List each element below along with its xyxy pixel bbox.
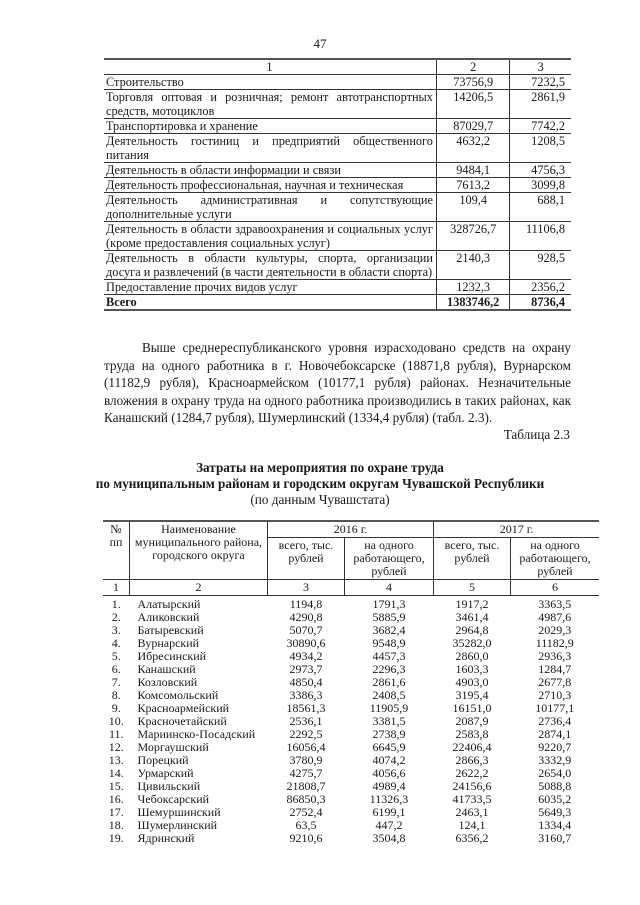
activity-value-col2: 87029,7: [436, 119, 509, 134]
per-worker-2016: 5885,9: [372, 610, 406, 624]
per-worker-2017: 5649,3: [538, 805, 572, 819]
table-row: [104, 178, 571, 193]
row-number: 13.: [108, 753, 124, 767]
table-row: [104, 90, 571, 119]
activity-value-col3: 3099,8: [510, 178, 571, 193]
per-worker-2017: 1334,4: [538, 818, 572, 832]
district-name: Урмарский: [137, 766, 194, 780]
total-2017: 3461,4: [455, 610, 489, 624]
header-number: № пп: [103, 521, 130, 580]
district-name: Батыревский: [137, 623, 204, 637]
activity-label: Деятельность в области здравоохранения и социальных услуг (кроме предоставления социальных услуг): [104, 222, 436, 251]
total-2017: 2622,2: [455, 766, 489, 780]
table-row: [104, 119, 571, 134]
column-number: 5: [434, 580, 511, 596]
per-worker-2017: 2677,8: [538, 675, 572, 689]
total-2016: 16056,4: [286, 740, 326, 754]
district-name: Шемуршинский: [137, 805, 221, 819]
total-value-col2: 1383746,2: [436, 295, 509, 311]
per-worker-2016: 4056,6: [372, 766, 406, 780]
table-row: [104, 280, 571, 295]
header-2017-total: всего, тыс. рублей: [434, 538, 511, 580]
total-2017: 2087,9: [455, 714, 489, 728]
activity-value-col2: 73756,9: [436, 75, 509, 90]
column-number: 2: [130, 580, 268, 596]
total-value-col3: 8736,4: [510, 295, 571, 311]
column-number-3: 3: [510, 59, 571, 75]
per-worker-2016: 4074,2: [372, 753, 406, 767]
column-number-2: 2: [436, 59, 509, 75]
total-2016: 2752,4: [289, 805, 323, 819]
total-2016: 9210,6: [289, 831, 323, 845]
per-worker-2017: 11182,9: [535, 636, 574, 650]
per-worker-2017: 2936,3: [538, 649, 572, 663]
table-row: [104, 251, 571, 280]
district-name: Чебоксарский: [137, 792, 210, 806]
total-row: [104, 295, 571, 311]
activity-value-col3: 7742,2: [510, 119, 571, 134]
per-worker-2017: 3363,5: [538, 597, 572, 611]
row-number: 11.: [108, 727, 124, 741]
total-2017: 1917,2: [455, 597, 489, 611]
activity-value-col3: 7232,5: [510, 75, 571, 90]
column-number: 6: [511, 580, 600, 596]
row-number: 7.: [111, 675, 121, 689]
per-worker-2016: 6645,9: [372, 740, 406, 754]
activity-value-col3: 1208,5: [510, 134, 571, 163]
per-worker-2017: 9220,7: [538, 740, 572, 754]
district-name: Ибресинский: [137, 649, 207, 663]
activity-value-col2: 4632,2: [436, 134, 509, 163]
row-number: 6.: [111, 662, 121, 676]
activity-label: Деятельность административная и сопутствующие дополнительные услуги: [104, 193, 436, 222]
total-2016: 86850,3: [286, 792, 326, 806]
per-worker-2016: 2296,3: [372, 662, 406, 676]
per-worker-2016: 2738,9: [372, 727, 406, 741]
total-2016: 2973,7: [289, 662, 323, 676]
table-title: [0, 460, 640, 508]
total-2017: 16151,0: [452, 701, 492, 715]
column-number: 4: [345, 580, 434, 596]
district-name: Мариинско-Посадский: [137, 727, 256, 741]
total-2016: 1194,8: [289, 597, 323, 611]
activity-label: Деятельность в области культуры, спорта, организации досуга и развлечений (в части деятельности в области спорта): [104, 251, 436, 280]
row-number: 14.: [108, 766, 124, 780]
row-number: 12.: [108, 740, 124, 754]
total-2016: 3780,9: [289, 753, 323, 767]
table-row: [104, 193, 571, 222]
row-number: 19.: [108, 831, 124, 845]
district-name: Комсомольский: [137, 688, 219, 702]
row-number: 5.: [111, 649, 121, 663]
total-2017: 1603,3: [455, 662, 489, 676]
district-name: Канашский: [137, 662, 196, 676]
per-worker-2017: 2874,1: [538, 727, 572, 741]
header-2017-per-worker: на одного работающего, рублей: [511, 538, 600, 580]
per-worker-2016: 6199,1: [372, 805, 406, 819]
header-year-2016: 2016 г.: [268, 521, 434, 538]
table-row: [104, 222, 571, 251]
column-numbers-row: [103, 580, 599, 596]
activity-label: Деятельность в области информации и связи: [104, 163, 436, 178]
per-worker-2016: 4989,4: [372, 779, 406, 793]
header-2016-per-worker: на одного работающего, рублей: [345, 538, 434, 580]
total-2017: 22406,4: [452, 740, 492, 754]
total-label: Всего: [104, 295, 436, 311]
total-2017: 2860,0: [455, 649, 489, 663]
total-2017: 2463,1: [455, 805, 489, 819]
per-worker-2017: 6035,2: [538, 792, 572, 806]
header-district-name: Наименование муниципального района, городского округа: [130, 521, 268, 580]
row-number: 8.: [111, 688, 121, 702]
activity-value-col3: 928,5: [510, 251, 571, 280]
per-worker-2016: 3504,8: [372, 831, 406, 845]
row-number: 17.: [108, 805, 124, 819]
per-worker-2016: 2408,5: [372, 688, 406, 702]
activity-value-col2: 328726,7: [436, 222, 509, 251]
total-2016: 18561,3: [286, 701, 326, 715]
activity-label: Деятельность профессиональная, научная и техническая: [104, 178, 436, 193]
row-number: 3.: [111, 623, 121, 637]
activity-value-col3: 2861,9: [510, 90, 571, 119]
district-name: Вурнарский: [137, 636, 200, 650]
total-2016: 2536,1: [289, 714, 323, 728]
row-number: 9.: [111, 701, 121, 715]
column-number: 3: [268, 580, 345, 596]
per-worker-2016: 447,2: [375, 818, 403, 832]
activity-value-col3: 11106,8: [510, 222, 571, 251]
row-number: 15.: [108, 779, 124, 793]
total-2016: 21808,7: [286, 779, 326, 793]
row-number: 2.: [111, 610, 121, 624]
total-2016: 4850,4: [289, 675, 323, 689]
total-2016: 4275,7: [289, 766, 323, 780]
district-name: Цивильский: [137, 779, 201, 793]
activity-value-col2: 2140,3: [436, 251, 509, 280]
per-worker-2017: 2710,3: [538, 688, 572, 702]
per-worker-2017: 4987,6: [538, 610, 572, 624]
per-worker-2017: 3160,7: [538, 831, 572, 845]
per-worker-2016: 4457,3: [372, 649, 406, 663]
total-2016: 4290,8: [289, 610, 323, 624]
total-2017: 124,1: [458, 818, 486, 832]
row-number: 16.: [108, 792, 124, 806]
district-name: Аликовский: [137, 610, 200, 624]
total-2017: 35282,0: [452, 636, 492, 650]
total-2016: 3386,3: [289, 688, 323, 702]
district-name: Порецкий: [137, 753, 189, 767]
activity-label: Деятельность гостиниц и предприятий общественного питания: [104, 134, 436, 163]
activity-value-col2: 7613,2: [436, 178, 509, 193]
district-name: Красночетайский: [137, 714, 227, 728]
per-worker-2017: 3332,9: [538, 753, 572, 767]
per-worker-2016: 11905,9: [369, 701, 409, 715]
activity-value-col3: 4756,3: [510, 163, 571, 178]
header-row-years: [103, 521, 599, 538]
per-worker-2016: 1791,3: [372, 597, 406, 611]
district-name: Козловский: [137, 675, 198, 689]
district-name: Шумерлинский: [137, 818, 218, 832]
district-name: Красноармейский: [137, 701, 230, 715]
per-worker-2017: 2654,0: [538, 766, 572, 780]
activity-label: Предоставление прочих видов услуг: [104, 280, 436, 295]
district-name: Моргаушский: [137, 740, 209, 754]
total-2016: 4934,2: [289, 649, 323, 663]
total-2016: 30890,6: [286, 636, 326, 650]
per-worker-2016: 11326,3: [369, 792, 409, 806]
table-title-source: (по данным Чувашстата): [250, 492, 390, 507]
total-2017: 6356,2: [455, 831, 489, 845]
table-title-line-2: по муниципальным районам и городским округам Чувашской Республики: [95, 476, 545, 491]
table-row: [103, 832, 599, 845]
per-worker-2016: 9548,9: [372, 636, 406, 650]
page-number: 47: [313, 36, 327, 51]
body-paragraph: Выше среднереспубликанского уровня израсходовано средств на охрану труда на одного работника в г. Новочебоксарске (18871,8 рубля), Вурнарском (11182,9 рубля), Красноармейском (10177,1 рубля) районах. Незначительные вложения в охрану труда на одного работника производились в таких районах, как Канашский (1284,7 рубля), Шумерлинский (1334,4 рубля) (табл. 2.3).: [104, 340, 571, 425]
per-worker-2017: 2736,4: [538, 714, 572, 728]
table-title-line-1: Затраты на мероприятия по охране труда: [196, 460, 444, 475]
activity-label: Транспортировка и хранение: [104, 119, 436, 134]
labor-protection-costs-table: [103, 520, 599, 845]
per-worker-2017: 5088,8: [538, 779, 572, 793]
row-number: 1.: [111, 597, 121, 611]
total-2016: 5070,7: [289, 623, 323, 637]
district-name: Алатырский: [137, 597, 201, 611]
total-2016: 2292,5: [289, 727, 323, 741]
per-worker-2016: 2861,6: [372, 675, 406, 689]
row-number: 10.: [108, 714, 124, 728]
activity-value-col3: 2356,2: [510, 280, 571, 295]
column-number: 1: [103, 580, 130, 596]
activity-label: Торговля оптовая и розничная; ремонт автотранспортных средств, мотоциклов: [104, 90, 436, 119]
activity-value-col2: 9484,1: [436, 163, 509, 178]
expenditure-by-activity-table: [104, 58, 571, 311]
total-2017: 2866,3: [455, 753, 489, 767]
table-row: [103, 596, 599, 612]
row-number: 4.: [111, 636, 121, 650]
activity-value-col2: 1232,3: [436, 280, 509, 295]
district-name: Ядринский: [137, 831, 195, 845]
total-2017: 3195,4: [455, 688, 489, 702]
total-2017: 4903,0: [455, 675, 489, 689]
total-2017: 24156,6: [452, 779, 492, 793]
activity-value-col2: 109,4: [436, 193, 509, 222]
column-number-1: 1: [104, 59, 436, 75]
row-number: 18.: [108, 818, 124, 832]
per-worker-2016: 3381,5: [372, 714, 406, 728]
per-worker-2017: 1284,7: [538, 662, 572, 676]
header-2016-total: всего, тыс. рублей: [268, 538, 345, 580]
total-2017: 2583,8: [455, 727, 489, 741]
total-2017: 2964,8: [455, 623, 489, 637]
per-worker-2016: 3682,4: [372, 623, 406, 637]
header-year-2017: 2017 г.: [434, 521, 600, 538]
activity-value-col3: 688,1: [510, 193, 571, 222]
table-row: [104, 134, 571, 163]
table-row: [104, 75, 571, 90]
per-worker-2017: 10177,1: [535, 701, 575, 715]
total-2017: 41733,5: [452, 792, 492, 806]
table-header-row: [104, 59, 571, 75]
table-caption: Таблица 2.3: [503, 427, 570, 442]
total-2016: 63,5: [295, 818, 317, 832]
activity-label: Строительство: [104, 75, 436, 90]
per-worker-2017: 2029,3: [538, 623, 572, 637]
table-row: [104, 163, 571, 178]
activity-value-col2: 14206,5: [436, 90, 509, 119]
